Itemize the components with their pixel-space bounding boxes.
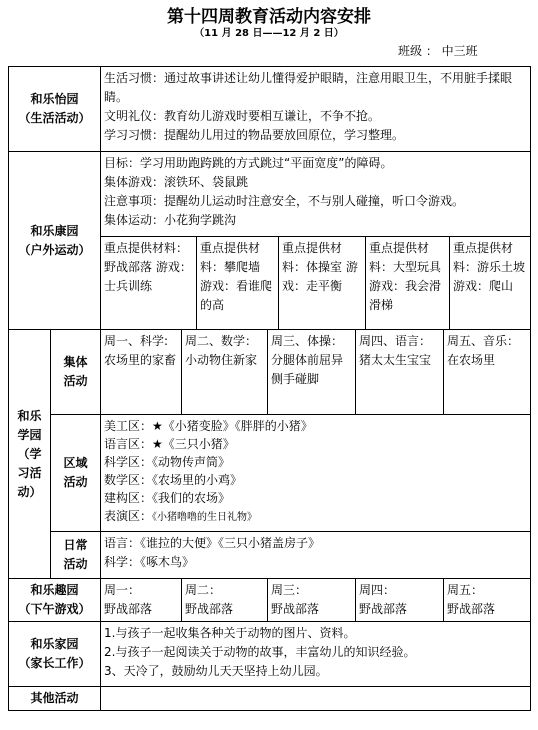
date-range: （11 月 28 日——12 月 2 日） — [194, 28, 344, 39]
class-label: 班级 ： 中三班 — [398, 44, 478, 58]
material-cell: 重点提供材料：体操室 游戏：走平衡 — [279, 237, 366, 330]
study-daily-row — [9, 532, 531, 579]
group-activity-label: 集体 活动 — [51, 330, 101, 415]
home-line: 3、天冷了，鼓励幼儿天天坚持上幼儿园。 — [104, 664, 328, 678]
area-content — [101, 415, 531, 532]
play-day-cell: 周五： 野战部落 — [444, 579, 531, 622]
group-day-cell: 周三、体操：分腿体前屈异侧手碰脚 — [268, 330, 356, 415]
home-row — [9, 622, 531, 687]
home-content — [101, 622, 531, 687]
area-line: 语言区：★《三只小猪》 — [104, 437, 235, 451]
area-line: 建构区：《我们的农场》 — [104, 491, 231, 505]
study-area-row — [9, 415, 531, 532]
play-label: 和乐趣园 （下午游戏） — [9, 579, 101, 622]
group-day-cell: 周四、语言：猪太太生宝宝 — [356, 330, 444, 415]
study-group-row — [9, 330, 531, 415]
area-line: 科学区：《动物传声筒》 — [104, 455, 231, 469]
home-label: 和乐家园 （家长工作） — [9, 622, 101, 687]
play-day-cell: 周一： 野战部落 — [101, 579, 182, 622]
material-cell: 重点提供材料：游乐土坡 游戏：爬山 — [450, 237, 531, 330]
outdoor-line: 集体游戏：滚铁环、袋鼠跳 — [104, 175, 249, 189]
other-row — [9, 687, 531, 711]
area-activity-label: 区域 活动 — [51, 415, 101, 532]
home-line: 1.与孩子一起收集各种关于动物的图片、资料。 — [104, 626, 356, 640]
life-row — [9, 67, 531, 152]
page-title: 第十四周教育活动内容安排 — [167, 7, 371, 27]
outdoor-line: 集体运动：小花狗学跳沟 — [104, 213, 237, 227]
outdoor-label: 和乐康园 （户外运动） — [9, 152, 101, 330]
group-day-cell: 周二、数学：小动物住新家 — [182, 330, 268, 415]
life-content — [101, 67, 531, 152]
daily-line: 科学：《啄木鸟》 — [104, 555, 195, 569]
group-day-cell: 周一、科学:农场里的家畜 — [101, 330, 182, 415]
area-line: 数学区：《农场里的小鸡》 — [104, 473, 243, 487]
group-day-cell: 周五、音乐：在农场里 — [444, 330, 531, 415]
outdoor-line: 目标：学习用助跑跨跳的方式跳过“平面宽度”的障碍。 — [104, 156, 393, 170]
outdoor-row — [9, 152, 531, 237]
play-day-cell: 周二： 野战部落 — [182, 579, 268, 622]
home-line: 2.与孩子一起阅读关于动物的故事，丰富幼儿的知识经验。 — [104, 645, 416, 659]
material-cell: 重点提供材料：野战部落 游戏：士兵训练 — [101, 237, 197, 330]
other-label: 其他活动 — [9, 687, 101, 711]
study-label: 和乐 学园 （学 习活 动） — [9, 330, 51, 579]
play-day-cell: 周三： 野战部落 — [268, 579, 356, 622]
life-line: 学习习惯：提醒幼儿用过的物品要放回原位，学习整理。 — [104, 128, 405, 142]
life-line: 生活习惯：通过故事讲述让幼儿懂得爱护眼睛，注意用眼卫生，不用脏手揉眼睛。 — [104, 71, 513, 104]
life-line: 文明礼仪：教育幼儿游戏时要相互谦让，不争不抢。 — [104, 109, 381, 123]
material-cell: 重点提供材料：攀爬墙 游戏：看谁爬的高 — [197, 237, 279, 330]
daily-activity-label: 日常 活动 — [51, 532, 101, 579]
play-day-cell: 周四： 野战部落 — [356, 579, 444, 622]
play-row — [9, 579, 531, 622]
outdoor-line: 注意事项：提醒幼儿运动时注意安全，不与别人碰撞，听口令游戏。 — [104, 194, 465, 208]
area-line: 表演区：《小猪噜噜的生日礼物》 — [104, 509, 258, 523]
outdoor-content — [101, 152, 531, 237]
life-label: 和乐怡园 （生活活动） — [9, 67, 101, 152]
material-cell: 重点提供材料：大型玩具 游戏：我会滑滑梯 — [366, 237, 450, 330]
area-line: 美工区：★《小猪变脸》《胖胖的小猪》 — [104, 419, 313, 433]
daily-line: 语言：《谁拉的大便》《三只小猪盖房子》 — [104, 536, 321, 550]
schedule-table — [8, 66, 531, 711]
other-content — [101, 687, 531, 711]
daily-content — [101, 532, 531, 579]
perform-title: 《小猪噜噜的生日礼物》 — [152, 512, 258, 523]
